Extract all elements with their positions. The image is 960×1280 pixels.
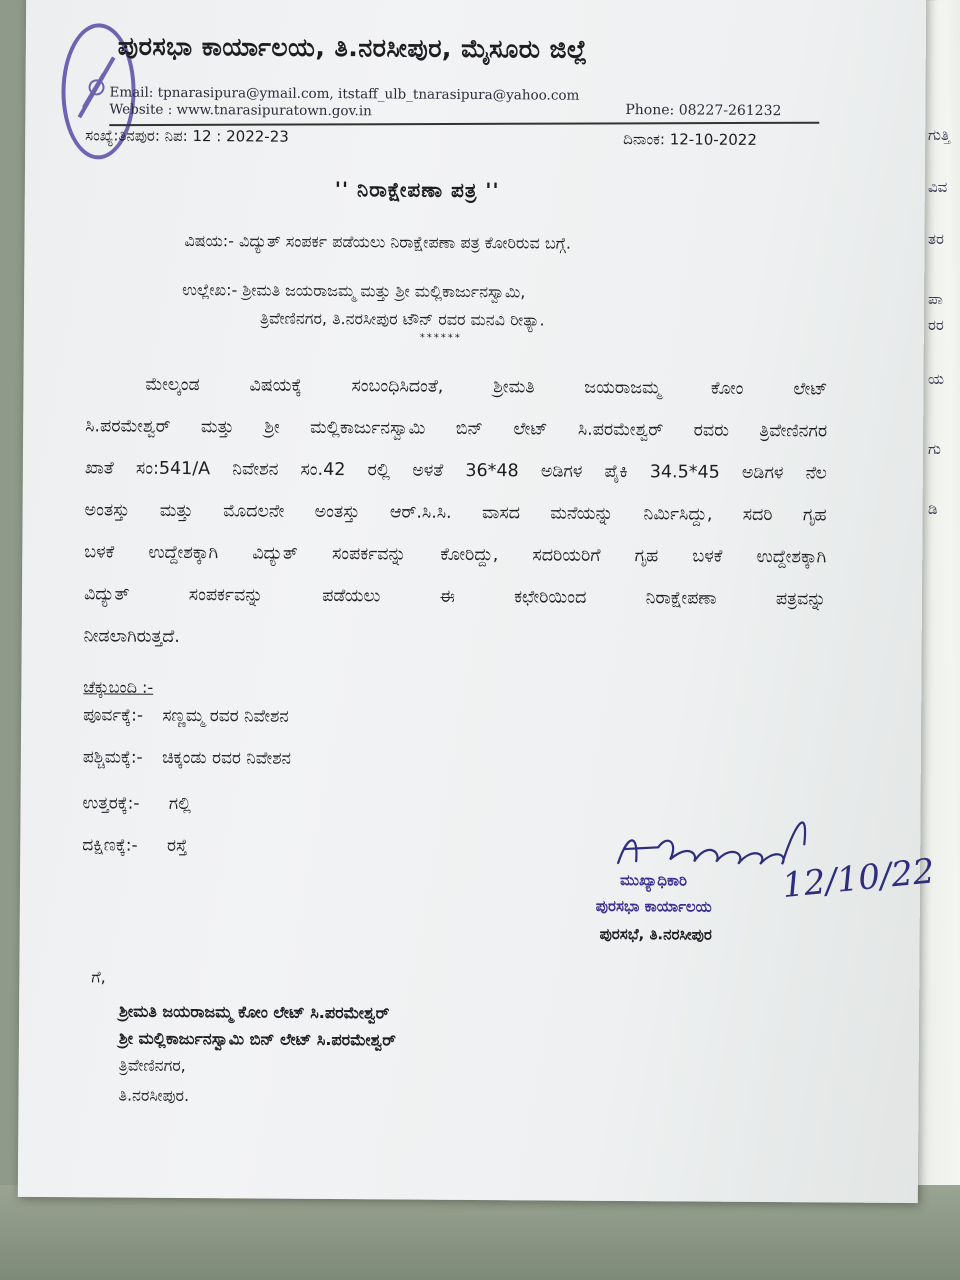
letter-body	[84, 363, 828, 662]
boundary-value: ರಸ್ತೆ	[167, 835, 188, 857]
recipient-line: ಶ್ರೀ ಮಲ್ಲಿಕಾರ್ಜುನಸ್ವಾಮಿ ಬಿನ್ ಲೇಟ್ ಸಿ.ಪರಮೇಶ್ವರ್	[118, 1028, 396, 1050]
boundary-value: ಚಿಕ್ಕಂಡು ರವರ ನಿವೇಶನ	[162, 747, 292, 769]
boundary-label: ಉತ್ತರಕ್ಕೆ:-	[82, 793, 140, 814]
reference-number: ಸಂಖ್ಯೆ:ತಿನಪುರ: ನಿಪ: 12 : 2022-23	[85, 126, 289, 146]
boundary-value: ಸಣ್ಣಮ್ಮ ರವರ ನಿವೇಶನ	[162, 705, 289, 727]
edge-fragment: ವಿವ	[928, 178, 948, 196]
body-line: ಮೇಲ್ಕಂಡ ವಿಷಯಕ್ಕೆ ಸಂಬಂಧಿಸಿದಂತೆ, ಶ್ರೀಮತಿ ಜಯರಾಜಮ್ಮ ಕೋಂ ಲೇಟ್	[145, 374, 828, 400]
body-line: ನೀಡಲಾಗಿರುತ್ತದೆ.	[83, 626, 180, 647]
boundary-label: ಪಶ್ಚಿಮಕ್ಕೆ:-	[82, 747, 143, 768]
letter-date: ದಿನಾಂಕ: 12-10-2022	[623, 130, 757, 149]
signatory-place: ಪುರಸಭೆ, ತಿ.ನರಸೀಪುರ	[599, 924, 712, 944]
body-line: ಅಂತಸ್ತು ಮತ್ತು ಮೊದಲನೇ ಅಂತಸ್ತು ಆರ್.ಸಿ.ಸಿ. ವಾಸದ ಮನೆಯನ್ನು ನಿರ್ಮಿಸಿದ್ದು, ಸದರಿ ಗೃಹ	[84, 500, 827, 526]
section-divider: ******	[419, 332, 462, 344]
body-line: ವಿದ್ಯುತ್ ಸಂಪರ್ಕವನ್ನು ಪಡೆಯಲು ಈ ಕಛೇರಿಯಿಂದ ನಿರಾಕ್ಷೇಪಣಾ ಪತ್ರವನ್ನು	[83, 584, 827, 610]
edge-fragment: ಡಿ	[928, 500, 938, 518]
recipient-line: ತಿ.ನರಸೀಪುರ.	[118, 1085, 190, 1106]
edge-fragment: ರರ	[928, 316, 944, 334]
to-label: ಗೆ,	[91, 967, 106, 987]
reference-line: ಉಲ್ಲೇಖ:- ಶ್ರೀಮತಿ ಜಯರಾಜಮ್ಮ ಮತ್ತು ಶ್ರೀ ಮಲ್ಲಿಕಾರ್ಜುನಸ್ವಾಮಿ,	[182, 279, 526, 302]
subject-line: ವಿಷಯ:- ವಿದ್ಯುತ್ ಸಂಪರ್ಕ ಪಡೆಯಲು ನಿರಾಕ್ಷೇಪಣಾ ಪತ್ರ ಕೋರಿರುವ ಬಗ್ಗೆ.	[184, 230, 572, 253]
edge-fragment: ಗು	[928, 440, 941, 458]
body-line: ಖಾತೆ ಸಂ:541/A ನಿವೇಶನ ಸಂ.42 ರಲ್ಲಿ ಅಳತೆ 36*48 ಅಡಿಗಳ ಪೈಕಿ 34.5*45 ಅಡಿಗಳ ನೆಲ	[84, 458, 827, 484]
handwritten-date: 12/10/22	[780, 851, 937, 907]
reference-line: ತ್ರಿವೇಣಿನಗರ, ತಿ.ನರಸೀಪುರ ಟೌನ್ ರವರ ಮನವಿ ರೀತ್ಯಾ.	[259, 308, 545, 330]
body-line: ಬಳಕೆ ಉದ್ದೇಶಕ್ಕಾಗಿ ವಿದ್ಯುತ್ ಸಂಪರ್ಕವನ್ನು ಕೋರಿದ್ದು, ಸದರಿಯರಿಗೆ ಗೃಹ ಬಳಕೆ ಉದ್ದೇಶಕ್ಕಾಗಿ	[84, 542, 827, 568]
edge-fragment: ತರ	[928, 230, 944, 248]
signatory-designation: ಮುಖ್ಯಾಧಿಕಾರಿ	[619, 871, 688, 890]
edge-fragment: ಗುತ್ತಿ	[928, 126, 951, 144]
letter-sheet	[18, 0, 937, 1203]
edge-fragment: ಯ	[928, 370, 945, 388]
email-line: Email: tpnarasipura@ymail.com, itstaff_ulb_tnarasipura@yahoo.com	[109, 84, 580, 104]
letter-title: '' ನಿರಾಕ್ಷೇಪಣಾ ಪತ್ರ ''	[334, 177, 500, 203]
body-line: ಸಿ.ಪರಮೇಶ್ವರ್ ಮತ್ತು ಶ್ರೀ ಮಲ್ಲಿಕಾರ್ಜುನಸ್ವಾಮಿ ಬಿನ್ ಲೇಟ್ ಸಿ.ಪರಮೇಶ್ವರ್ ರವರು ತ್ರಿವೇಣಿನಗರ	[85, 416, 828, 442]
recipient-line: ಶ್ರೀಮತಿ ಜಯರಾಜಮ್ಮ ಕೋಂ ಲೇಟ್ ಸಿ.ಪರಮೇಶ್ವರ್	[119, 1001, 390, 1023]
recipient-line: ತ್ರಿವೇಣಿನಗರ,	[118, 1055, 186, 1076]
edge-fragment: ಪಾ	[928, 290, 943, 308]
letterhead-rule	[109, 122, 819, 126]
boundary-value: ಗಲ್ಲಿ	[168, 793, 192, 815]
phone-line: Phone: 08227-261232	[625, 102, 782, 120]
boundary-label: ಪೂರ್ವಕ್ಕೆ:-	[83, 705, 144, 726]
website-line: Website : www.tnarasipuratown.gov.in	[109, 101, 372, 120]
boundaries-heading: ಚೆಕ್ಕುಬಂದಿ :-	[83, 677, 154, 697]
boundary-row	[83, 705, 289, 726]
boundary-label: ದಕ್ಷಿಣಕ್ಕೆ:-	[82, 835, 138, 856]
office-title: ಪುರಸಭಾ ಕಾರ್ಯಾಲಯ, ತಿ.ನರಸೀಪುರ, ಮೈಸೂರು ಜಿಲ್ಲೆ	[117, 31, 588, 64]
boundary-row	[83, 747, 291, 768]
boundary-row	[82, 835, 187, 856]
signatory-office: ಪುರಸಭಾ ಕಾರ್ಯಾಲಯ	[595, 896, 712, 916]
boundary-row	[82, 793, 191, 814]
